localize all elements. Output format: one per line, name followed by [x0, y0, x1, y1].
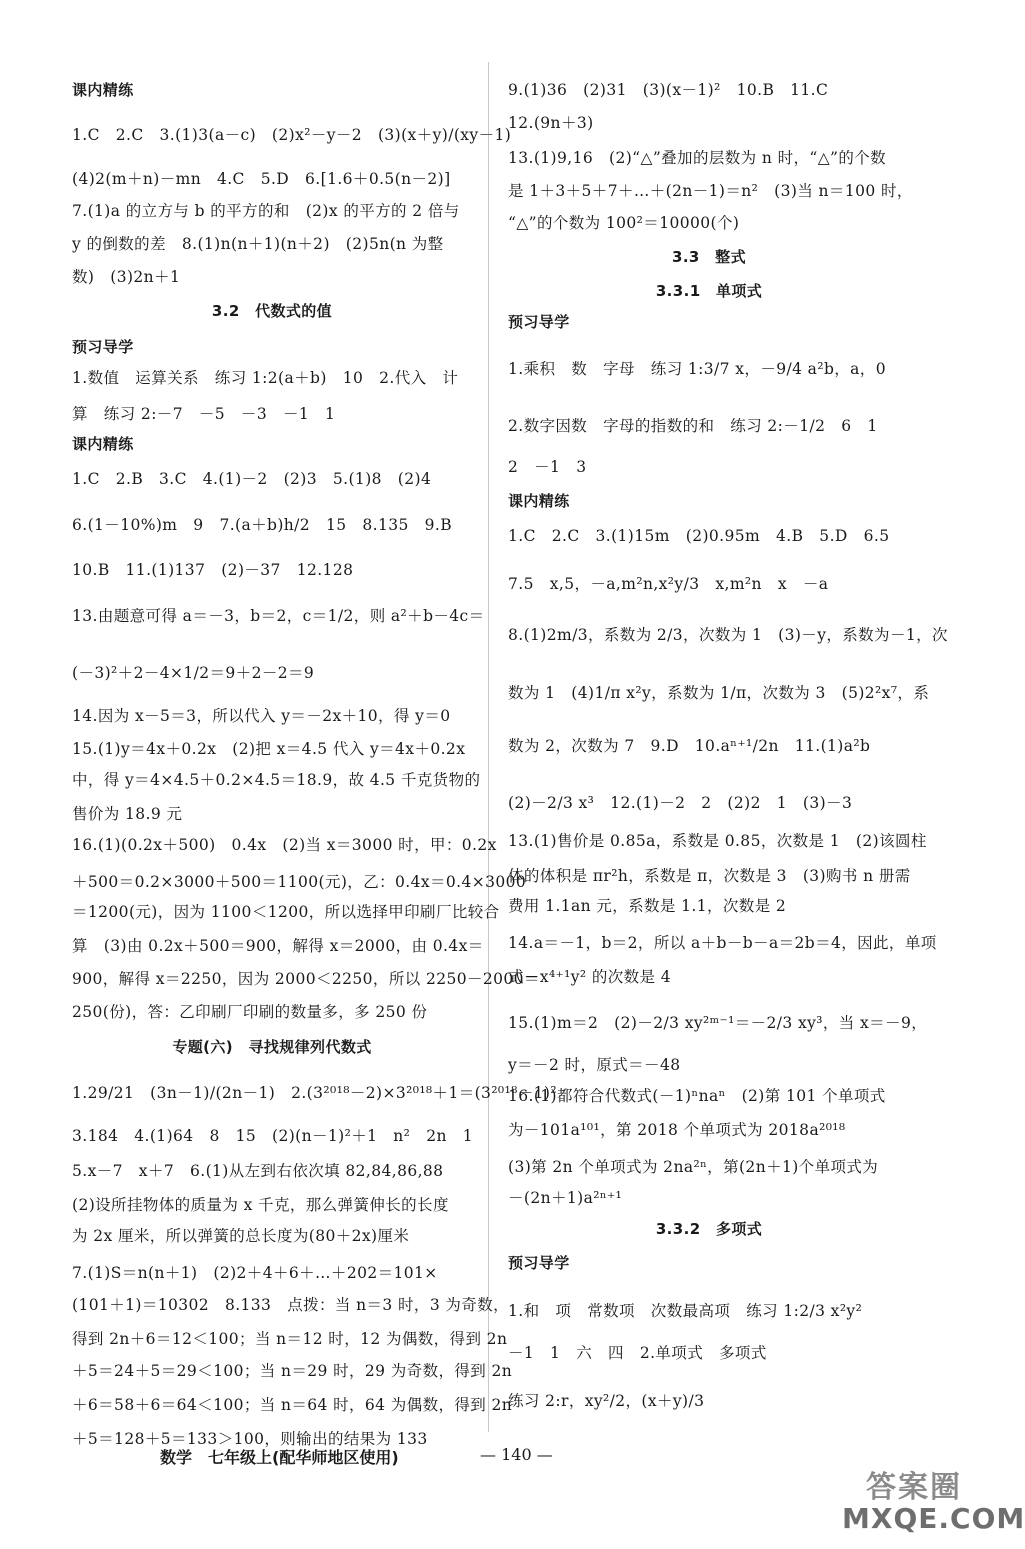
answer-line: 得到 2n＋6＝12＜100；当 n＝12 时，12 为偶数，得到 2n: [72, 1330, 508, 1348]
answer-line: ＝1200(元)，因为 1100＜1200，所以选择甲印刷厂比较合: [72, 903, 500, 921]
section-heading: 预习导学: [508, 1254, 570, 1272]
page-number: — 140 —: [480, 1445, 553, 1464]
answer-line: －1 1 六 四 2.单项式 多项式: [508, 1344, 767, 1362]
answer-line: 7.(1)S＝n(n＋1) (2)2＋4＋6＋…＋202＝101×: [72, 1264, 438, 1282]
section-heading: 课内精练: [72, 435, 134, 453]
answer-line: (2)－2/3 x³ 12.(1)－2 2 (2)2 1 (3)－3: [508, 794, 853, 812]
section-title: 3.3 整式: [672, 248, 746, 266]
answer-line: 8.(1)2m/3，系数为 2/3，次数为 1 (3)－y，系数为－1，次: [508, 626, 948, 644]
answer-line: 3.184 4.(1)64 8 15 (2)(n－1)²＋1 n² 2n 1: [72, 1127, 473, 1145]
answer-line: (4)2(m＋n)－mn 4.C 5.D 6.[1.6＋0.5(n－2)]: [72, 170, 451, 188]
watermark-text: MXQE.COM: [842, 1502, 1025, 1535]
answer-line: 1.C 2.C 3.(1)3(a－c) (2)x²－y－2 (3)(x＋y)/(xy－1): [72, 126, 512, 144]
column-divider: [488, 62, 489, 1432]
answer-line: 5.x－7 x＋7 6.(1)从左到右依次填 82,84,86,88: [72, 1162, 444, 1180]
answer-line: (3)第 2n 个单项式为 2na²ⁿ，第(2n＋1)个单项式为: [508, 1158, 879, 1176]
answer-line: 16.(1)都符合代数式(－1)ⁿnaⁿ (2)第 101 个单项式: [508, 1087, 886, 1105]
answer-line: 9.(1)36 (2)31 (3)(x－1)² 10.B 11.C: [508, 81, 829, 99]
answer-line: 15.(1)y＝4x＋0.2x (2)把 x＝4.5 代入 y＝4x＋0.2x: [72, 740, 466, 758]
section-heading: 预习导学: [72, 338, 134, 356]
answer-line: 13.(1)9,16 (2)“△”叠加的层数为 n 时，“△”的个数: [508, 149, 887, 167]
answer-line: 费用 1.1an 元，系数是 1.1，次数是 2: [508, 897, 787, 915]
answer-line: (2)设所挂物体的质量为 x 千克，那么弹簧伸长的长度: [72, 1196, 449, 1214]
answer-line: 数) (3)2n＋1: [72, 268, 181, 286]
section-title: 3.2 代数式的值: [211, 302, 333, 320]
answer-line: y＝－2 时，原式＝－48: [508, 1056, 681, 1074]
section-title: 3.3.2 多项式: [655, 1220, 763, 1238]
answer-line: ＋5＝128＋5＝133＞100，则输出的结果为 133: [72, 1430, 428, 1448]
answer-line: 算 练习 2:－7 －5 －3 －1 1: [72, 405, 336, 423]
answer-line: 1.数值 运算关系 练习 1:2(a＋b) 10 2.代入 计: [72, 369, 459, 387]
section-heading: 课内精练: [508, 492, 570, 510]
answer-line: 12.(9n＋3): [508, 114, 594, 132]
answer-line: 250(份)，答：乙印刷厂印刷的数量多，多 250 份: [72, 1003, 428, 1021]
answer-line: 数为 1 (4)1/π x²y，系数为 1/π，次数为 3 (5)2²x⁷，系: [508, 684, 930, 702]
answer-line: 式－x⁴⁺¹y² 的次数是 4: [508, 968, 672, 986]
answer-line: 2.数字因数 字母的指数的和 练习 2:－1/2 6 1: [508, 417, 878, 435]
answer-line: 7.(1)a 的立方与 b 的平方的和 (2)x 的平方的 2 倍与: [72, 202, 460, 220]
answer-line: 数为 2，次数为 7 9.D 10.aⁿ⁺¹/2n 11.(1)a²b: [508, 737, 871, 755]
section-heading: 课内精练: [72, 81, 134, 99]
answer-line: 13.(1)售价是 0.85a，系数是 0.85，次数是 1 (2)该圆柱: [508, 832, 927, 850]
section-title: 专题(六) 寻找规律列代数式: [172, 1038, 372, 1056]
answer-line: 7.5 x,5，－a,m²n,x²y/3 x,m²n x －a: [508, 575, 829, 593]
footer-subject: 数学 七年级上(配华师地区使用): [160, 1448, 399, 1467]
watermark: [842, 1462, 1025, 1542]
section-heading: 预习导学: [508, 313, 570, 331]
answer-line: 售价为 18.9 元: [72, 805, 183, 823]
answer-line: 为－101a¹⁰¹，第 2018 个单项式为 2018a²⁰¹⁸: [508, 1121, 846, 1139]
answer-line: 1.C 2.B 3.C 4.(1)－2 (2)3 5.(1)8 (2)4: [72, 470, 432, 488]
answer-line: 1.29/21 (3n－1)/(2n－1) 2.(3²⁰¹⁸－2)×3²⁰¹⁸＋1＝(3²⁰¹⁸－1)²: [72, 1084, 557, 1102]
answer-line: 15.(1)m＝2 (2)－2/3 xy²ᵐ⁻¹＝－2/3 xy³，当 x＝－9，: [508, 1014, 928, 1032]
answer-line: －(2n＋1)a²ⁿ⁺¹: [508, 1189, 623, 1207]
answer-line: 10.B 11.(1)137 (2)－37 12.128: [72, 561, 354, 579]
answer-line: 16.(1)(0.2x＋500) 0.4x (2)当 x＝3000 时，甲：0.2x: [72, 836, 497, 854]
answer-line: 14.因为 x－5＝3，所以代入 y＝－2x＋10，得 y＝0: [72, 707, 451, 725]
answer-line: 为 2x 厘米，所以弹簧的总长度为(80＋2x)厘米: [72, 1227, 410, 1245]
section-title: 3.3.1 单项式: [655, 282, 763, 300]
answer-line: 1.乘积 数 字母 练习 1:3/7 x，－9/4 a²b，a，0: [508, 360, 886, 378]
answer-line: 体的体积是 πr²h，系数是 π，次数是 3 (3)购书 n 册需: [508, 867, 911, 885]
watermark-logo: 答案圈: [866, 1470, 962, 1505]
answer-line: 算 (3)由 0.2x＋500＝900，解得 x＝2000，由 0.4x＝: [72, 937, 484, 955]
answer-line: 1.C 2.C 3.(1)15m (2)0.95m 4.B 5.D 6.5: [508, 527, 890, 545]
answer-line: ＋500＝0.2×3000＋500＝1100(元)，乙：0.4x＝0.4×3000: [72, 873, 527, 891]
answer-line: 练习 2:r，xy²/2，(x＋y)/3: [508, 1392, 705, 1410]
answer-line: (101＋1)＝10302 8.133 点拨：当 n＝3 时，3 为奇数，: [72, 1296, 510, 1314]
answer-line: 是 1＋3＋5＋7＋…＋(2n－1)＝n² (3)当 n＝100 时，: [508, 182, 913, 200]
answer-line: 中，得 y＝4×4.5＋0.2×4.5＝18.9，故 4.5 千克货物的: [72, 771, 481, 789]
answer-line: 14.a＝－1，b＝2，所以 a＋b－b－a＝2b＝4，因此，单项: [508, 934, 937, 952]
answer-line: 1.和 项 常数项 次数最高项 练习 1:2/3 x²y²: [508, 1302, 863, 1320]
answer-line: 13.由题意可得 a＝－3，b＝2，c＝1/2，则 a²＋b－4c＝: [72, 607, 485, 625]
answer-line: 6.(1－10%)m 9 7.(a＋b)h/2 15 8.135 9.B: [72, 516, 453, 534]
answer-line: ＋6＝58＋6＝64＜100；当 n＝64 时，64 为偶数，得到 2n: [72, 1396, 513, 1414]
answer-line: 900，解得 x＝2250，因为 2000＜2250，所以 2250－2000＝: [72, 970, 540, 988]
answer-line: y 的倒数的差 8.(1)n(n＋1)(n＋2) (2)5n(n 为整: [72, 235, 444, 253]
answer-line: ＋5＝24＋5＝29＜100；当 n＝29 时，29 为奇数，得到 2n: [72, 1362, 513, 1380]
answer-line: (－3)²＋2－4×1/2＝9＋2－2＝9: [72, 664, 315, 682]
answer-line: “△”的个数为 100²＝10000(个): [508, 214, 740, 232]
answer-line: 2 －1 3: [508, 458, 587, 476]
